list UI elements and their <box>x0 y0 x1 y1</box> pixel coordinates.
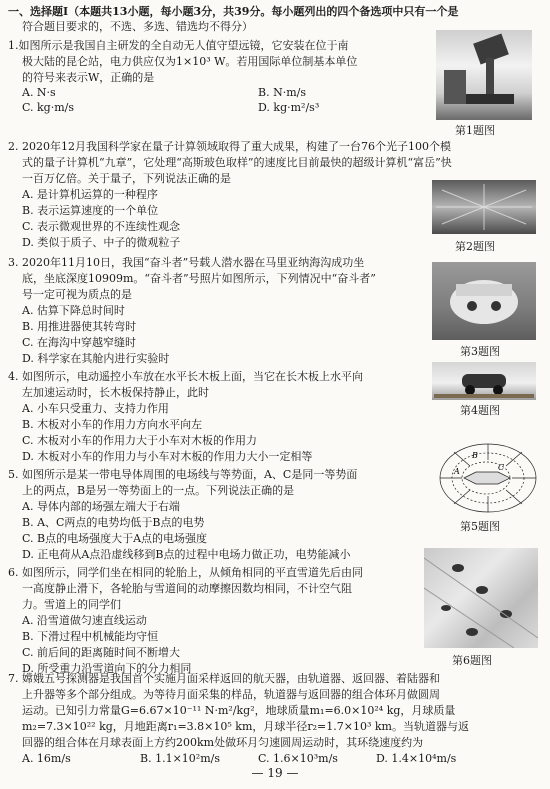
q7-stem-5: 回器的组合体在月球表面上方约200km处做环月匀速圆周运动时，其环绕速度约为 <box>22 736 424 749</box>
q5-stem-2: 上的两点，B是另一等势面上的一点。下列说法正确的是 <box>22 484 295 497</box>
q2-stem-2: 式的量子计算机“九章”，它处理“高斯玻色取样”的速度比目前最快的超级计算机“富岳”快 <box>22 156 452 169</box>
section-header-cont: 符合题目要求的，不选、多选、错选均不得分） <box>22 20 253 33</box>
q5-field-line-diagram <box>436 440 540 516</box>
q5-option-b: B. A、C两点的电势均低于B点的电势 <box>22 516 205 529</box>
q4-figure-caption: 第4题图 <box>460 404 500 417</box>
q2-option-d: D. 类似于质子、中子的微观粒子 <box>22 236 181 249</box>
q4-option-a: A. 小车只受重力、支持力作用 <box>22 402 169 415</box>
q5-point-b: B <box>472 451 478 460</box>
q3-stem-3: 号一定可视为质点的是 <box>22 288 132 301</box>
q6-option-b: B. 下滑过程中机械能均守恒 <box>22 630 159 643</box>
q5-point-c: C <box>498 463 505 472</box>
q3-figure-caption: 第3题图 <box>460 345 500 358</box>
q3-option-b: B. 用推进器使其转弯时 <box>22 320 137 333</box>
q1-option-d: D. kg·m²/s³ <box>258 101 320 114</box>
q3-stem-1: 3. 2020年11月10日，我国“奋斗者”号载人潜水器在马里亚纳海沟成功坐 <box>8 256 365 269</box>
q6-option-c: C. 前后间的距离随时间不断增大 <box>22 646 181 659</box>
q5-option-d: D. 正电荷从A点沿虚线移到B点的过程中电场力做正功，电势能减小 <box>22 548 351 561</box>
q5-option-a: A. 导体内部的场强左端大于右端 <box>22 500 180 513</box>
q6-snow-slope-photo <box>424 548 538 648</box>
q7-option-b: B. 1.1×10²m/s <box>140 752 220 765</box>
q7-option-c: C. 1.6×10³m/s <box>258 752 338 765</box>
q6-stem-2: 一高度静止滑下，各轮胎与雪道间的动摩擦因数均相同，不计空气阻 <box>22 582 352 595</box>
q4-option-c: C. 木板对小车的作用力大于小车对木板的作用力 <box>22 434 258 447</box>
q6-stem-1: 6. 如图所示，同学们坐在相同的轮胎上，从倾角相同的平直雪道先后由同 <box>8 566 363 579</box>
q1-telescope-photo <box>436 30 532 120</box>
q1-figure-caption: 第1题图 <box>455 124 495 137</box>
page-number: — 19 — <box>251 766 299 780</box>
q3-submersible-photo <box>432 262 536 340</box>
q7-stem-1: 7. 嫦娥五号探测器是我国首个实施月面采样返回的航天器，由轨道器、返回器、着陆器和 <box>8 672 440 685</box>
q4-stem-1: 4. 如图所示，电动遥控小车放在水平长木板上面，当它在长木板上水平向 <box>8 370 363 383</box>
q3-option-a: A. 估算下降总时间时 <box>22 304 125 317</box>
q7-stem-3: 运动。已知引力常量G=6.67×10⁻¹¹ N·m²/kg²，地球质量m₁=6.0×10²⁴ kg，月球质量 <box>22 704 456 717</box>
q6-stem-3: 力。雪道上的同学们 <box>22 598 121 611</box>
q2-figure-caption: 第2题图 <box>455 240 495 253</box>
q7-stem-4: m₂=7.3×10²² kg，月地距离r₁=3.8×10⁵ km，月球半径r₂=1.7×10³ km。当轨道器与返 <box>22 720 469 733</box>
q4-stem-2: 左加速运动时，长木板保持静止，此时 <box>22 386 209 399</box>
q6-option-a: A. 沿雪道做匀速直线运动 <box>22 614 147 627</box>
q6-option-d: D. 所受重力沿雪道向下的分力相同 <box>22 662 192 675</box>
q2-quantum-device-photo <box>432 180 536 234</box>
q6-figure-caption: 第6题图 <box>452 654 492 667</box>
q2-option-b: B. 表示运算速度的一个单位 <box>22 204 159 217</box>
q1-stem-2: 极大陆的昆仑站，电力供应仅为1×10³ W。若用国际单位制基本单位 <box>22 55 358 68</box>
q2-option-a: A. 是计算机运算的一种程序 <box>22 188 158 201</box>
q4-rc-car-photo <box>432 362 536 400</box>
q7-option-d: D. 1.4×10⁴m/s <box>376 752 457 765</box>
q4-option-d: D. 木板对小车的作用力与小车对木板的作用力大小一定相等 <box>22 450 313 463</box>
q1-option-a: A. N·s <box>22 86 56 99</box>
q4-option-b: B. 木板对小车的作用力方向水平向左 <box>22 418 203 431</box>
q1-stem-1: 1.如图所示是我国自主研发的全自动无人值守望远镜，它安装在位于南 <box>8 39 349 52</box>
q5-stem-1: 5. 如图所示是某一带电导体周围的电场线与等势面，A、C是同一等势面 <box>8 468 358 481</box>
q2-stem-1: 2. 2020年12月我国科学家在量子计算领域取得了重大成果，构建了一台76个光子100个模 <box>8 140 451 153</box>
q2-option-c: C. 表示微观世界的不连续性观念 <box>22 220 181 233</box>
q3-option-d: D. 科学家在其舱内进行实验时 <box>22 352 170 365</box>
q5-point-a: A <box>454 467 460 476</box>
q3-option-c: C. 在海沟中穿越窄缝时 <box>22 336 137 349</box>
q5-option-c: C. B点的电场强度大于A点的电场强度 <box>22 532 208 545</box>
q1-option-c: C. kg·m/s <box>22 101 75 114</box>
section-header: 一、选择题Ⅰ（本题共13小题，每小题3分，共39分。每小题列出的四个备选项中只有一个是 <box>8 5 459 18</box>
q7-stem-2: 上升器等多个部分组成。为等待月面采集的样品，轨道器与返回器的组合体环月做圆周 <box>22 688 440 701</box>
q5-figure-caption: 第5题图 <box>460 520 500 533</box>
q3-stem-2: 底，坐底深度10909m。“奋斗者”号照片如图所示，下列情况中“奋斗者” <box>22 272 376 285</box>
q2-stem-3: 一百万亿倍。关于量子，下列说法正确的是 <box>22 172 231 185</box>
q7-option-a: A. 16m/s <box>22 752 71 765</box>
q1-option-b: B. N·m/s <box>258 86 306 99</box>
q1-stem-3: 的符号来表示W，正确的是 <box>22 71 155 84</box>
